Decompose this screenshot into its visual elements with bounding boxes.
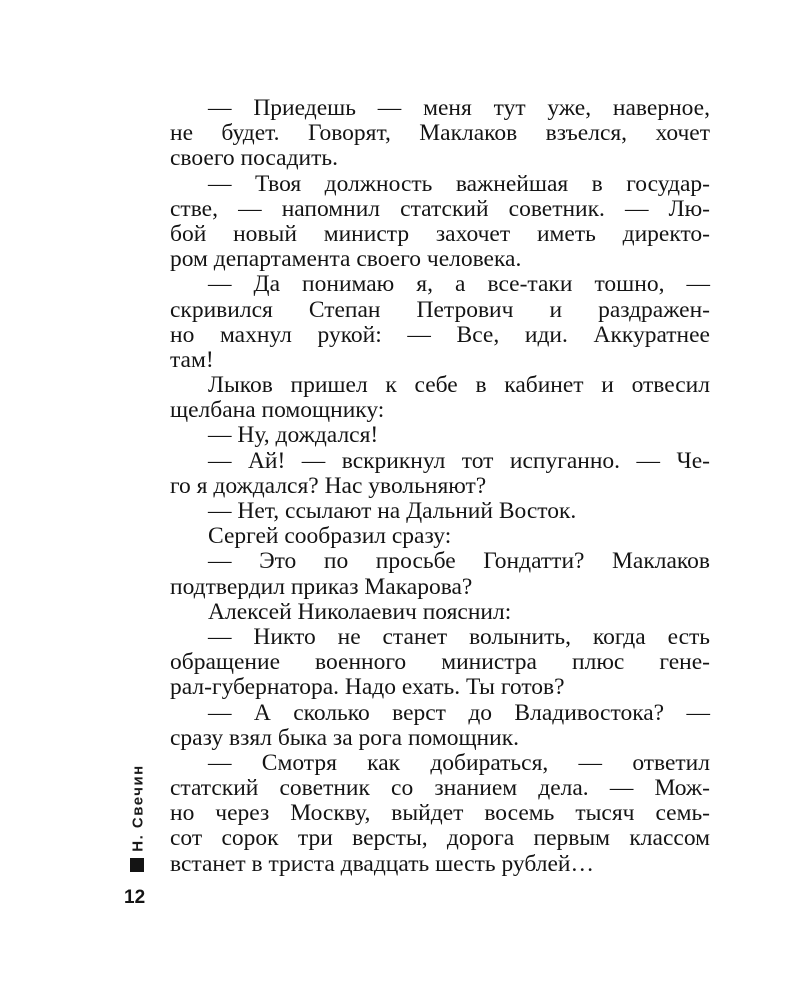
text-line: — Это по просьбе Гондатти? Маклаков — [208, 548, 710, 575]
text-line: — Смотря как добираться, — ответил — [208, 749, 710, 776]
text-line: щелбана помощнику: — [170, 397, 385, 424]
text-line: Алексей Николаевич пояснил: — [208, 598, 512, 625]
text-line: но через Москву, выйдет восемь тысяч семь- — [170, 800, 710, 827]
text-line: Лыков пришел к себе в кабинет и отвесил — [208, 372, 710, 399]
text-line: сразу взял быка за рога помощник. — [170, 724, 520, 751]
text-line: — Нет, ссылают на Дальний Восток. — [208, 498, 577, 524]
text-line: стве, — напомнил статский советник. — Лю- — [170, 195, 710, 222]
text-line: скривился Степан Петрович и раздражен- — [170, 296, 710, 323]
text-line: ром департамента своего человека. — [170, 246, 522, 273]
text-line: — Да понимаю я, а все-таки тошно, — — [208, 271, 710, 298]
text-line: обращение военного министра плюс гене- — [170, 649, 710, 676]
page-marker-square — [130, 858, 144, 872]
text-line: там! — [170, 346, 214, 373]
text-line: — Приедешь — меня тут уже, наверное, — [208, 95, 710, 121]
text-line: го я дождался? Нас увольняют? — [170, 472, 487, 499]
page-number: 12 — [124, 887, 146, 908]
text-line: своего посадить. — [170, 145, 338, 172]
text-line: Сергей сообразил сразу: — [208, 523, 452, 550]
text-line: — Ну, дождался! — [208, 422, 379, 449]
text-line: статский советник со знанием дела. — Мож- — [170, 775, 710, 802]
text-line: не будет. Говорят, Маклаков взъелся, хочет — [170, 120, 710, 147]
text-line: — Ай! — вскрикнул тот испуганно. — Че- — [208, 447, 710, 474]
running-head-author: Н. Свечин — [129, 764, 147, 852]
body-text — [170, 96, 710, 877]
text-line: бой новый министр захочет иметь директо- — [170, 220, 710, 247]
text-line: — Никто не станет волынить, когда есть — [208, 623, 710, 650]
text-line: подтвердил приказ Макарова? — [170, 573, 473, 600]
text-line: сот сорок три версты, дорога первым классом — [170, 825, 710, 852]
running-head — [124, 764, 152, 852]
text-line: встанет в триста двадцать шесть рублей… — [170, 850, 594, 877]
text-line: — А сколько верст до Владивостока? — — [208, 699, 710, 726]
text-line: но махнул рукой: — Все, иди. Аккуратнее — [170, 321, 710, 348]
text-line: — Твоя должность важнейшая в государ- — [208, 170, 710, 197]
text-line: рал-губернатора. Надо ехать. Ты готов? — [170, 674, 565, 701]
